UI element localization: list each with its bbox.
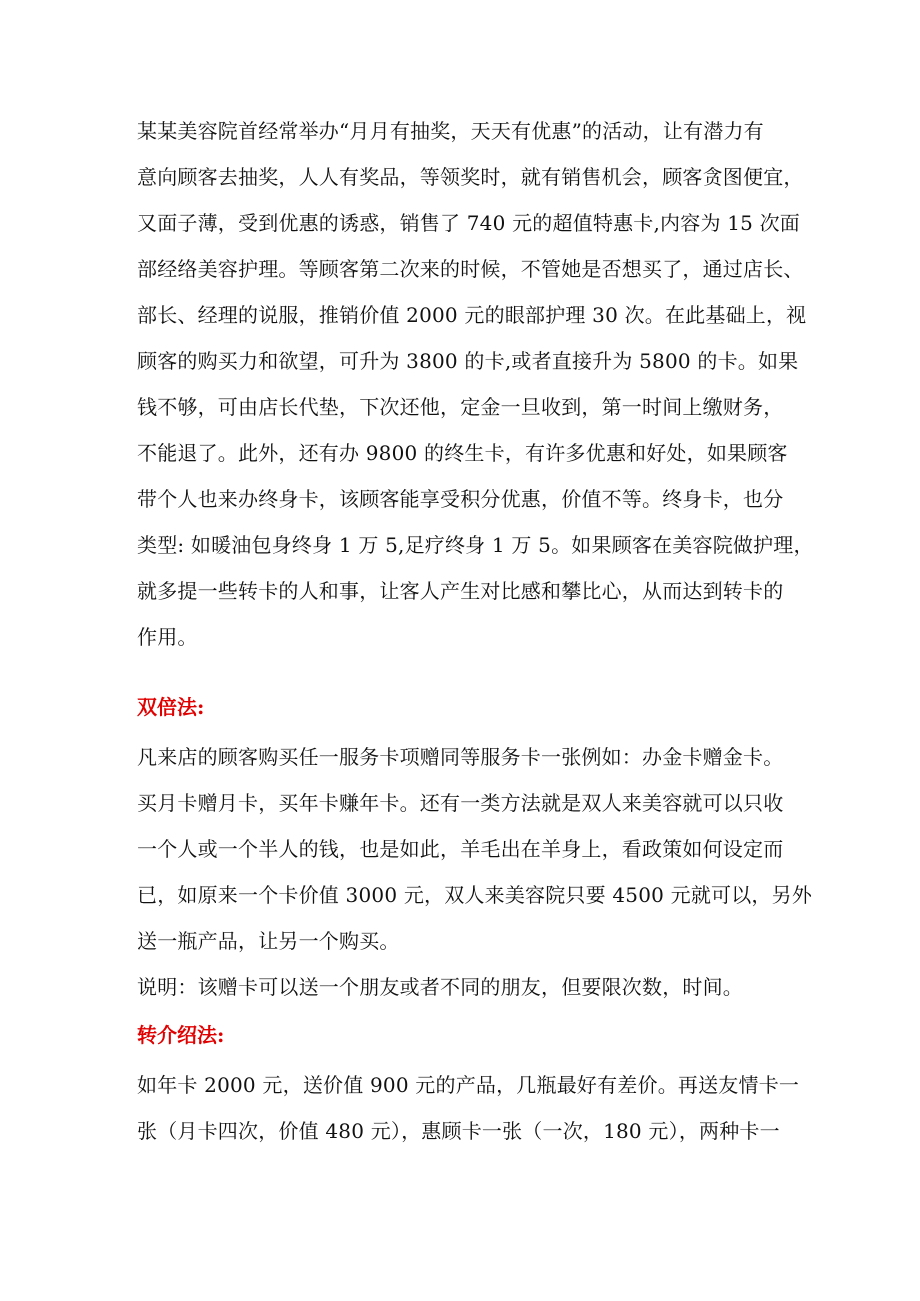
- paragraph1-line: 钱不够，可由店长代垫，下次还他，定金一旦收到，第一时间上缴财务，: [137, 395, 784, 419]
- section-heading-double: 双倍法:: [137, 695, 205, 719]
- section-referral-line: 如年卡 2000 元，送价值 900 元的产品，几瓶最好有差价。再送友情卡一: [137, 1073, 800, 1097]
- paragraph1-line: 意向顾客去抽奖，人人有奖品，等领奖时，就有销售机会，顾客贪图便宜，: [137, 165, 804, 189]
- paragraph1-line: 又面子薄，受到优惠的诱惑，销售了 740 元的超值特惠卡,内容为 15 次面: [137, 211, 801, 235]
- paragraph1-line: 作用。: [137, 625, 198, 649]
- paragraph1-line: 部长、经理的说服，推销价值 2000 元的眼部护理 30 次。在此基础上，视: [137, 303, 807, 327]
- section-heading-referral: 转介绍法:: [137, 1023, 225, 1047]
- paragraph1-line: 不能退了。此外，还有办 9800 的终生卡，有许多优惠和好处，如果顾客: [137, 441, 788, 465]
- paragraph1-line: 就多提一些转卡的人和事，让客人产生对比感和攀比心，从而达到转卡的: [137, 579, 784, 603]
- paragraph1-line: 部经络美容护理。等顾客第二次来的时候，不管她是否想买了，通过店长、: [137, 257, 804, 281]
- section-double-line: 一个人或一个半人的钱，也是如此，羊毛出在羊身上，看政策如何设定而: [137, 837, 784, 861]
- section-referral-line: 张（月卡四次，价值 480 元），惠顾卡一张（一次，180 元），两种卡一: [137, 1119, 780, 1143]
- section-double-line: 凡来店的顾客购买任一服务卡项赠同等服务卡一张例如：办金卡赠金卡。: [137, 745, 784, 769]
- section-double-line: 买月卡赠月卡，买年卡赚年卡。还有一类方法就是双人来美容就可以只收: [137, 791, 784, 815]
- section-double-line: 已，如原来一个卡价值 3000 元，双人来美容院只要 4500 元就可以，另外: [137, 883, 813, 907]
- paragraph1-line: 顾客的购买力和欲望，可升为 3800 的卡,或者直接升为 5800 的卡。如果: [137, 349, 799, 373]
- paragraph1-line: 某某美容院首经常举办“月月有抽奖，天天有优惠”的活动，让有潜力有: [137, 119, 764, 143]
- paragraph1-line: 带个人也来办终身卡，该顾客能享受积分优惠，价值不等。终身卡，也分: [137, 487, 784, 511]
- paragraph1-line: 类型: 如暖油包身终身 1 万 5,足疗终身 1 万 5。如果顾客在美容院做护理，: [137, 533, 814, 557]
- section-double-note: 说明：该赠卡可以送一个朋友或者不同的朋友，但要限次数，时间。: [137, 975, 743, 999]
- section-double-line: 送一瓶产品，让另一个购买。: [137, 929, 400, 953]
